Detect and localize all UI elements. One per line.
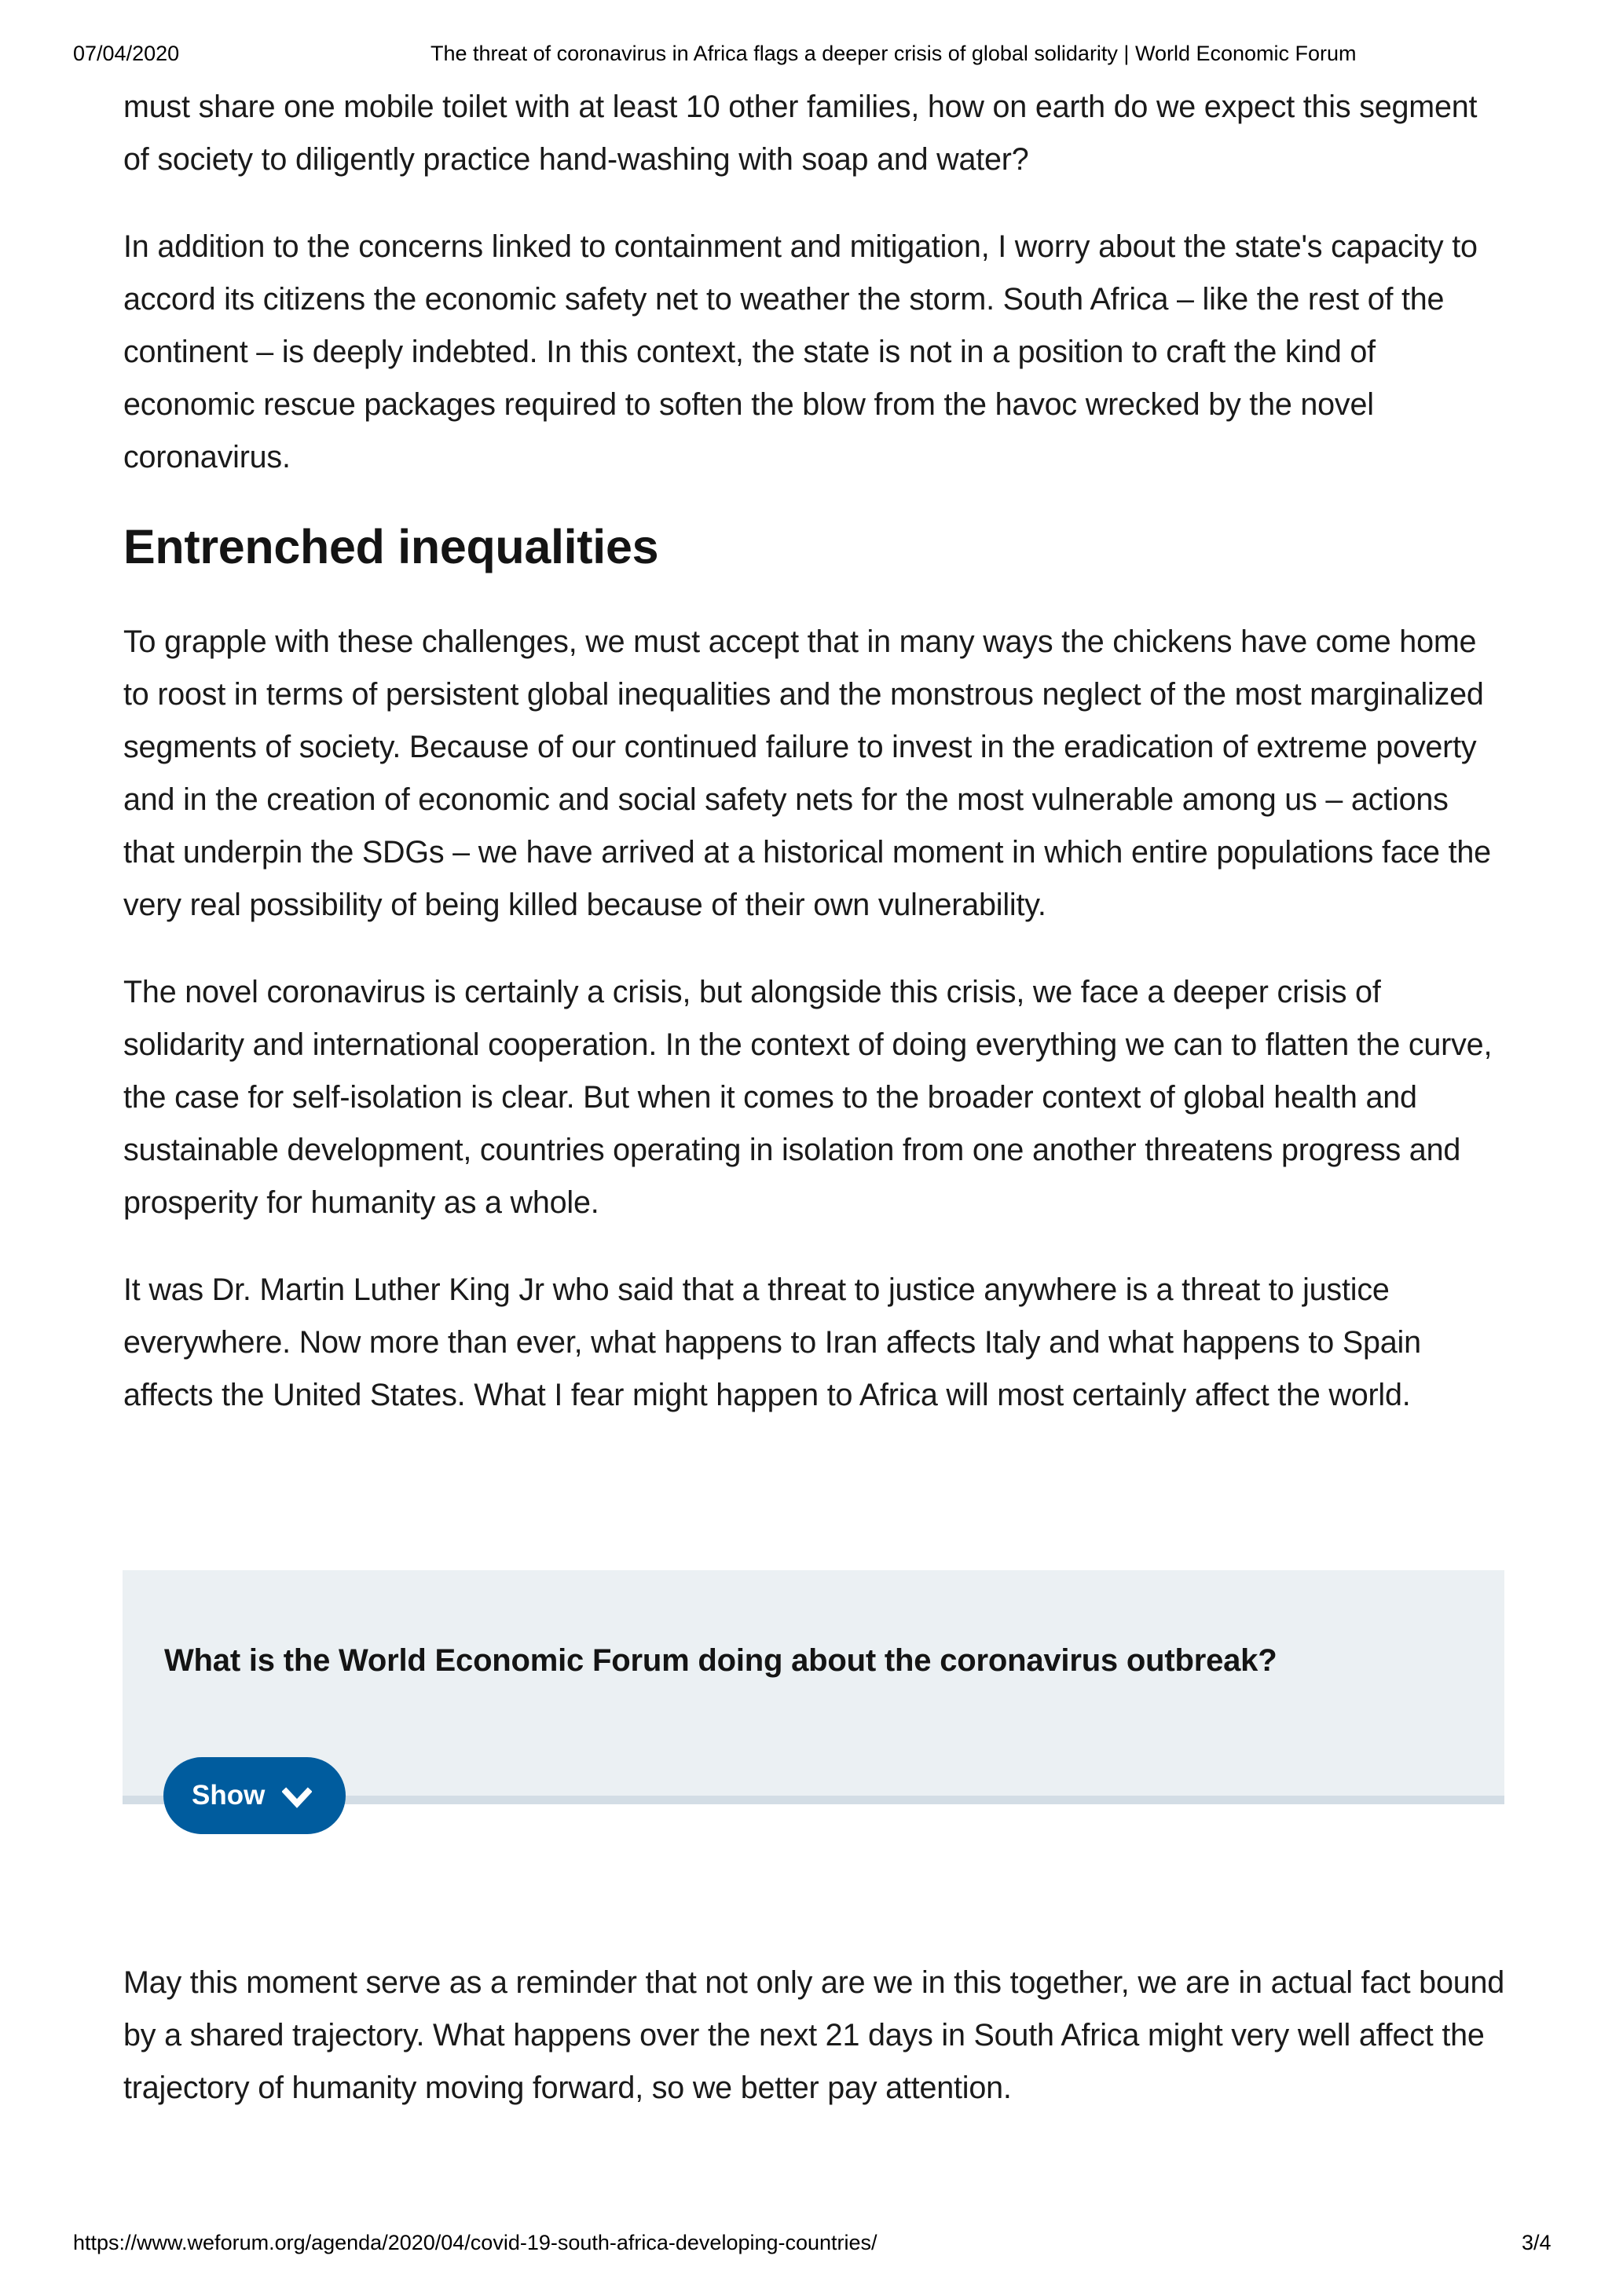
print-date: 07/04/2020	[73, 42, 180, 65]
callout-heading: What is the World Economic Forum doing about the coronavirus outbreak?	[164, 1643, 1277, 1678]
page-number: 3/4	[1522, 2231, 1552, 2254]
article-paragraph: must share one mobile toilet with at least 10 other families, how on earth do we expect this segment of society to diligently practice hand-washing with soap and water?	[123, 90, 1478, 177]
section-heading: Entrenched inequalities	[123, 520, 659, 573]
article-paragraph: It was Dr. Martin Luther King Jr who said that a threat to justice anywhere is a threat to justice everywhere. Now more than ever, what happens to Iran affects Italy and what happens to Spain affects the United States. What I fear might happen to Africa will most certainly affect the world.	[123, 1273, 1421, 1412]
article-paragraph: May this moment serve as a reminder that not only are we in this together, we are in actual fact bound by a shared trajectory. What happens over the next 21 days in South Africa might very well affect the trajectory of humanity moving forward, so we better pay attention.	[123, 1965, 1505, 2105]
print-page-title: The threat of coronavirus in Africa flags a deeper crisis of global solidarity | World Economic Forum	[430, 42, 1357, 65]
article-body	[123, 81, 1506, 1456]
article-paragraph: The novel coronavirus is certainly a crisis, but alongside this crisis, we face a deeper crisis of solidarity and international cooperation. In the context of doing everything we can to flatten the curve, the case for self-isolation is clear. But when it comes to the broader context of global health and sustainable development, countries operating in isolation from one another threatens progress and prosperity for humanity as a whole.	[123, 975, 1493, 1220]
show-button[interactable]	[163, 1757, 346, 1834]
article-body-continued	[123, 1957, 1506, 2115]
article-paragraph: In addition to the concerns linked to containment and mitigation, I worry about the state's capacity to accord its citizens the economic safety net to weather the storm. South Africa – like the rest of the continent – is deeply indebted. In this context, the state is not in a position to craft the kind of economic rescue packages required to soften the blow from the havoc wrecked by the novel coronavirus.	[123, 229, 1478, 474]
show-button-label: Show	[192, 1780, 266, 1811]
wef-coronavirus-callout	[123, 1570, 1504, 1811]
article-paragraph: To grapple with these challenges, we must accept that in many ways the chickens have come home to roost in terms of persistent global inequalities and the monstrous neglect of the most marginalized segments of society. Because of our continued failure to invest in the eradication of extreme poverty and in the creation of economic and social safety nets for the most vulnerable among us – actions that underpin the SDGs – we have arrived at a historical moment in which entire populations face the very real possibility of being killed because of their own vulnerability.	[123, 624, 1491, 922]
print-footer	[0, 2230, 1623, 2255]
print-url: https://www.weforum.org/agenda/2020/04/covid-19-south-africa-developing-countries/	[73, 2231, 877, 2254]
print-header	[0, 41, 1623, 66]
chevron-down-icon	[282, 1785, 312, 1807]
